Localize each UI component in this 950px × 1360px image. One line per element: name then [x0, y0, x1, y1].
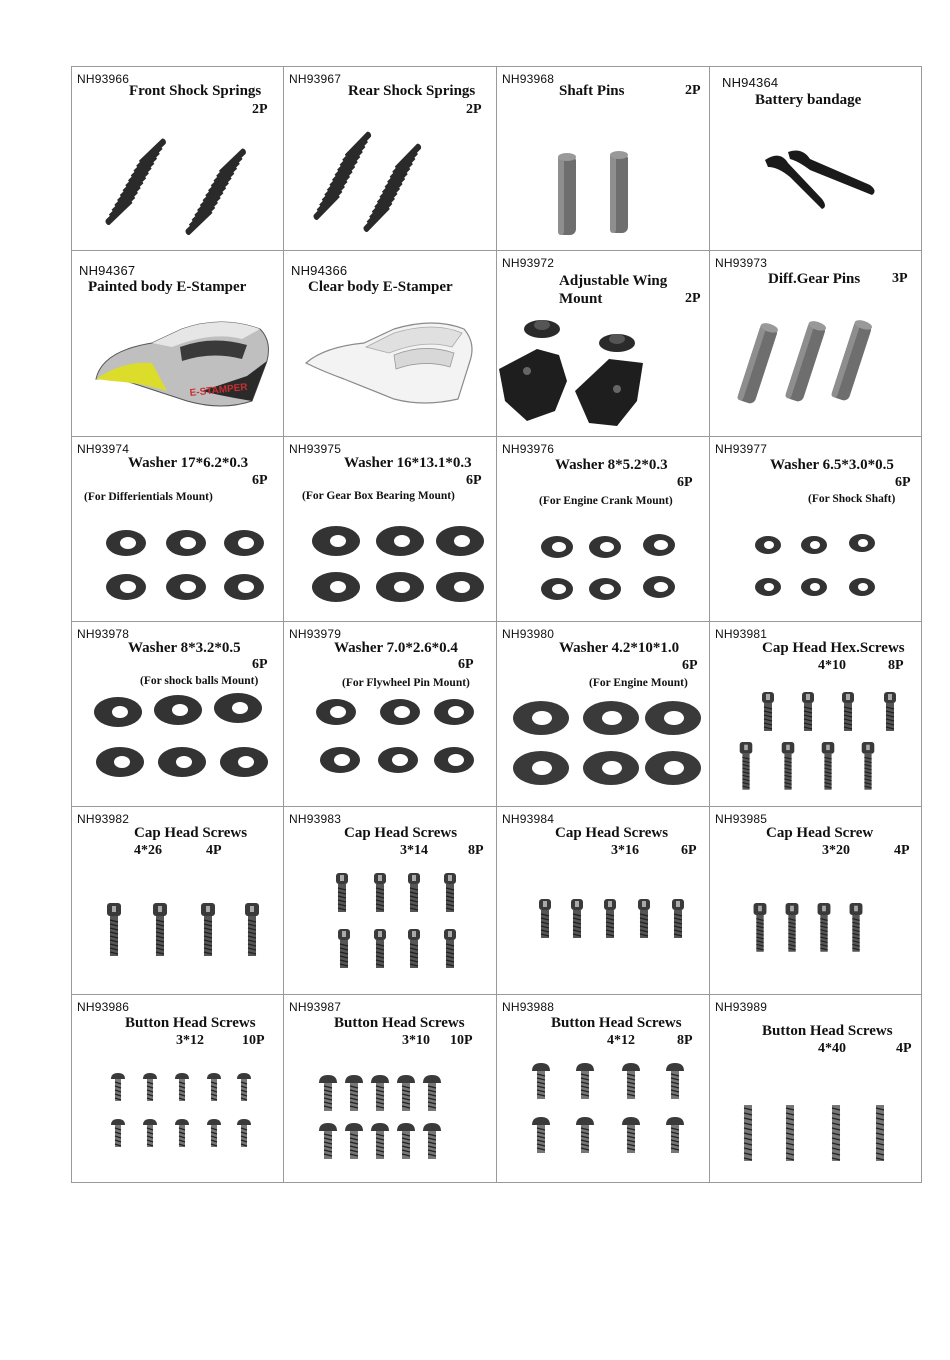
parts-sheet [71, 66, 922, 1183]
part-code: NH93980 [502, 627, 555, 641]
part-qty: 6P [682, 658, 698, 673]
screws-illustration [284, 995, 496, 1182]
part-size: 4*10 [818, 658, 846, 673]
part-code: NH94366 [291, 263, 348, 278]
part-cell-button-head-screws-3x12 [72, 995, 284, 1182]
part-name: Cap Head Screws [344, 825, 458, 841]
part-qty: 2P [252, 102, 268, 117]
part-cell-adjustable-wing-mount [497, 251, 710, 437]
part-qty: 10P [450, 1033, 473, 1048]
washers-illustration [72, 622, 283, 806]
part-name: Button Head Screws [551, 1015, 682, 1031]
part-name: Washer 7.0*2.6*0.4 [334, 640, 458, 656]
part-name-line2: Mount [559, 291, 603, 307]
part-code: NH93985 [715, 812, 768, 826]
shaft-pins-illustration [497, 67, 709, 250]
part-name: Front Shock Springs [129, 83, 262, 99]
part-name: Washer 16*13.1*0.3 [344, 455, 472, 471]
part-cell-cap-head-screws-4x26 [72, 807, 284, 995]
screws-illustration [710, 807, 921, 994]
part-cell-cap-head-screw-3x20 [710, 807, 921, 995]
screws-illustration [497, 995, 709, 1182]
screws-illustration [710, 995, 921, 1182]
part-name: Rear Shock Springs [348, 83, 476, 99]
screws-illustration [284, 807, 496, 994]
part-cell-button-head-screws-3x10 [284, 995, 497, 1182]
part-name: Painted body E-Stamper [88, 279, 247, 295]
part-name: Button Head Screws [334, 1015, 465, 1031]
part-note: (For shock balls Mount) [140, 675, 259, 687]
part-name: Washer 8*3.2*0.5 [128, 640, 241, 656]
part-code: NH93984 [502, 812, 555, 826]
part-note: (For Engine Mount) [589, 677, 688, 689]
part-note: (For Flywheel Pin Mount) [342, 677, 470, 689]
part-note: (For Gear Box Bearing Mount) [302, 490, 455, 502]
part-code: NH93974 [77, 442, 130, 456]
springs-illustration [284, 67, 496, 250]
part-note: (For Shock Shaft) [808, 493, 896, 505]
battery-bandage-illustration [710, 67, 921, 250]
diff-gear-pins-illustration [710, 251, 921, 436]
part-code: NH93983 [289, 812, 342, 826]
part-code: NH93976 [502, 442, 555, 456]
part-name: Battery bandage [755, 92, 862, 108]
part-code: NH93975 [289, 442, 342, 456]
part-code: NH93981 [715, 627, 768, 641]
part-code: NH93973 [715, 256, 768, 270]
part-size: 3*14 [400, 843, 428, 858]
part-code: NH93978 [77, 627, 130, 641]
part-qty: 6P [252, 473, 268, 488]
part-code: NH93972 [502, 256, 555, 270]
washers-illustration [284, 437, 496, 621]
part-qty: 8P [468, 843, 484, 858]
part-note: (For Engine Crank Mount) [539, 495, 673, 507]
part-qty: 4P [894, 843, 910, 858]
part-code: NH93986 [77, 1000, 130, 1014]
part-name: Washer 8*5.2*0.3 [555, 457, 668, 473]
part-cell-battery-bandage [710, 67, 921, 251]
part-name: Button Head Screws [762, 1023, 893, 1039]
part-qty: 6P [458, 657, 474, 672]
screws-illustration [497, 807, 709, 994]
part-code: NH93987 [289, 1000, 342, 1014]
washers-illustration [497, 437, 709, 621]
part-code: NH93979 [289, 627, 342, 641]
part-qty: 2P [685, 83, 701, 98]
part-cell-clear-body [284, 251, 497, 437]
part-cell-cap-head-screws-3x14 [284, 807, 497, 995]
part-name: Cap Head Screws [555, 825, 669, 841]
part-qty: 4P [896, 1041, 912, 1056]
part-size: 3*20 [822, 843, 850, 858]
part-cell-front-shock-springs [72, 67, 284, 251]
part-name: Clear body E-Stamper [308, 279, 453, 295]
washers-illustration [497, 622, 709, 806]
part-qty: 3P [892, 271, 908, 286]
part-code: NH94367 [79, 263, 136, 278]
part-size: 4*12 [607, 1033, 635, 1048]
clear-body-illustration [284, 251, 496, 436]
part-qty: 6P [895, 475, 911, 490]
part-qty: 8P [677, 1033, 693, 1048]
part-code: NH93977 [715, 442, 768, 456]
part-cell-button-head-screws-4x12 [497, 995, 710, 1182]
part-name: Shaft Pins [559, 83, 625, 99]
part-code: NH93966 [77, 72, 130, 86]
part-cell-rear-shock-springs [284, 67, 497, 251]
part-qty: 6P [681, 843, 697, 858]
part-cell-painted-body [72, 251, 284, 437]
part-name: Cap Head Screw [766, 825, 874, 841]
part-cell-washer-17 [72, 437, 284, 622]
part-cell-cap-head-screws-3x16 [497, 807, 710, 995]
part-cell-washer-7-0 [284, 622, 497, 807]
body-decal-text: E-STAMPER [189, 381, 249, 399]
part-size: 4*26 [134, 843, 162, 858]
part-name: Washer 6.5*3.0*0.5 [770, 457, 894, 473]
part-cell-washer-16 [284, 437, 497, 622]
washers-illustration [72, 437, 283, 621]
part-name: Button Head Screws [125, 1015, 256, 1031]
part-name: Cap Head Hex.Screws [762, 640, 905, 656]
part-size: 3*12 [176, 1033, 204, 1048]
springs-illustration [72, 67, 283, 250]
part-qty: 2P [466, 102, 482, 117]
part-qty: 2P [685, 291, 701, 306]
part-code: NH94364 [722, 75, 779, 90]
screws-illustration [72, 807, 283, 994]
part-size: 3*16 [611, 843, 639, 858]
part-qty: 10P [242, 1033, 265, 1048]
part-cell-washer-8-5 [497, 437, 710, 622]
part-cell-washer-8-3 [72, 622, 284, 807]
part-cell-shaft-pins [497, 67, 710, 251]
part-note: (For Differientials Mount) [84, 491, 213, 503]
part-size: 3*10 [402, 1033, 430, 1048]
part-qty: 6P [252, 657, 268, 672]
part-cell-washer-6-5 [710, 437, 921, 622]
screws-illustration [72, 995, 283, 1182]
part-code: NH93988 [502, 1000, 555, 1014]
screws-illustration [710, 622, 921, 806]
part-name: Adjustable Wing [559, 273, 668, 289]
part-code: NH93968 [502, 72, 555, 86]
part-name: Washer 17*6.2*0.3 [128, 455, 249, 471]
washers-illustration [284, 622, 496, 806]
wing-mount-illustration [497, 251, 709, 436]
part-cell-cap-head-hex-screws [710, 622, 921, 807]
part-name: Cap Head Screws [134, 825, 248, 841]
part-cell-diff-gear-pins [710, 251, 921, 437]
part-cell-washer-4-2 [497, 622, 710, 807]
part-code: NH93967 [289, 72, 342, 86]
part-size: 4*40 [818, 1041, 846, 1056]
part-qty: 4P [206, 843, 222, 858]
washers-illustration [710, 437, 921, 621]
part-name: Washer 4.2*10*1.0 [559, 640, 680, 656]
part-name: Diff.Gear Pins [768, 271, 861, 287]
part-code: NH93989 [715, 1000, 768, 1014]
part-code: NH93982 [77, 812, 130, 826]
part-qty: 8P [888, 658, 904, 673]
part-cell-button-head-screws-4x40 [710, 995, 921, 1182]
part-qty: 6P [466, 473, 482, 488]
painted-body-illustration [72, 251, 283, 436]
part-qty: 6P [677, 475, 693, 490]
